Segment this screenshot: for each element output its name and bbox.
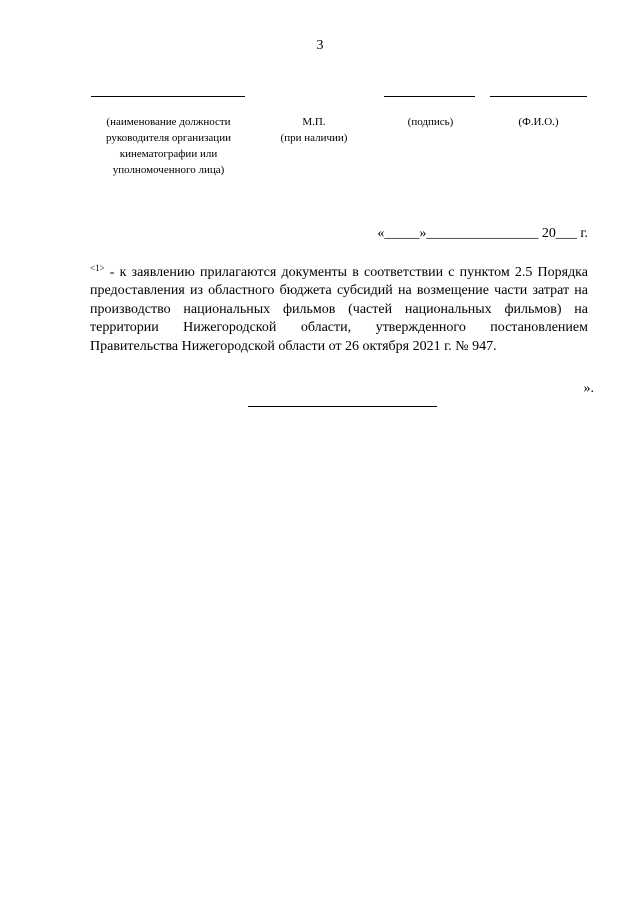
signature-line <box>384 96 475 97</box>
closing-quote: ». <box>583 381 594 396</box>
position-signature-line <box>91 96 245 97</box>
footnote-marker: <1> <box>90 263 105 273</box>
footnote-text: - к заявлению прилагаются документы в соответствии с пунктом 2.5 Порядка предоставления из областного бюджета субсидий на возмещение части затрат на производство национальных фильмов (частей национальных фильмов) на территории Нижегородской области, утвержденного постановлением Правительства Нижегородской области от 26 октября 2021 г. № 947. <box>90 265 588 354</box>
page-number: 3 <box>316 38 324 53</box>
end-separator-line <box>248 406 437 407</box>
seal-caption: М.П. (при наличии) <box>280 116 348 144</box>
signature-caption: (подпись) <box>407 116 454 128</box>
position-caption: (наименование должности руководителя организации кинематографии или уполномоченного лица) <box>106 116 231 176</box>
name-caption: (Ф.И.О.) <box>518 116 559 128</box>
name-line <box>490 96 587 97</box>
date-line: «_____»________________ 20___ г. <box>377 226 588 241</box>
footnote-paragraph <box>90 264 588 356</box>
